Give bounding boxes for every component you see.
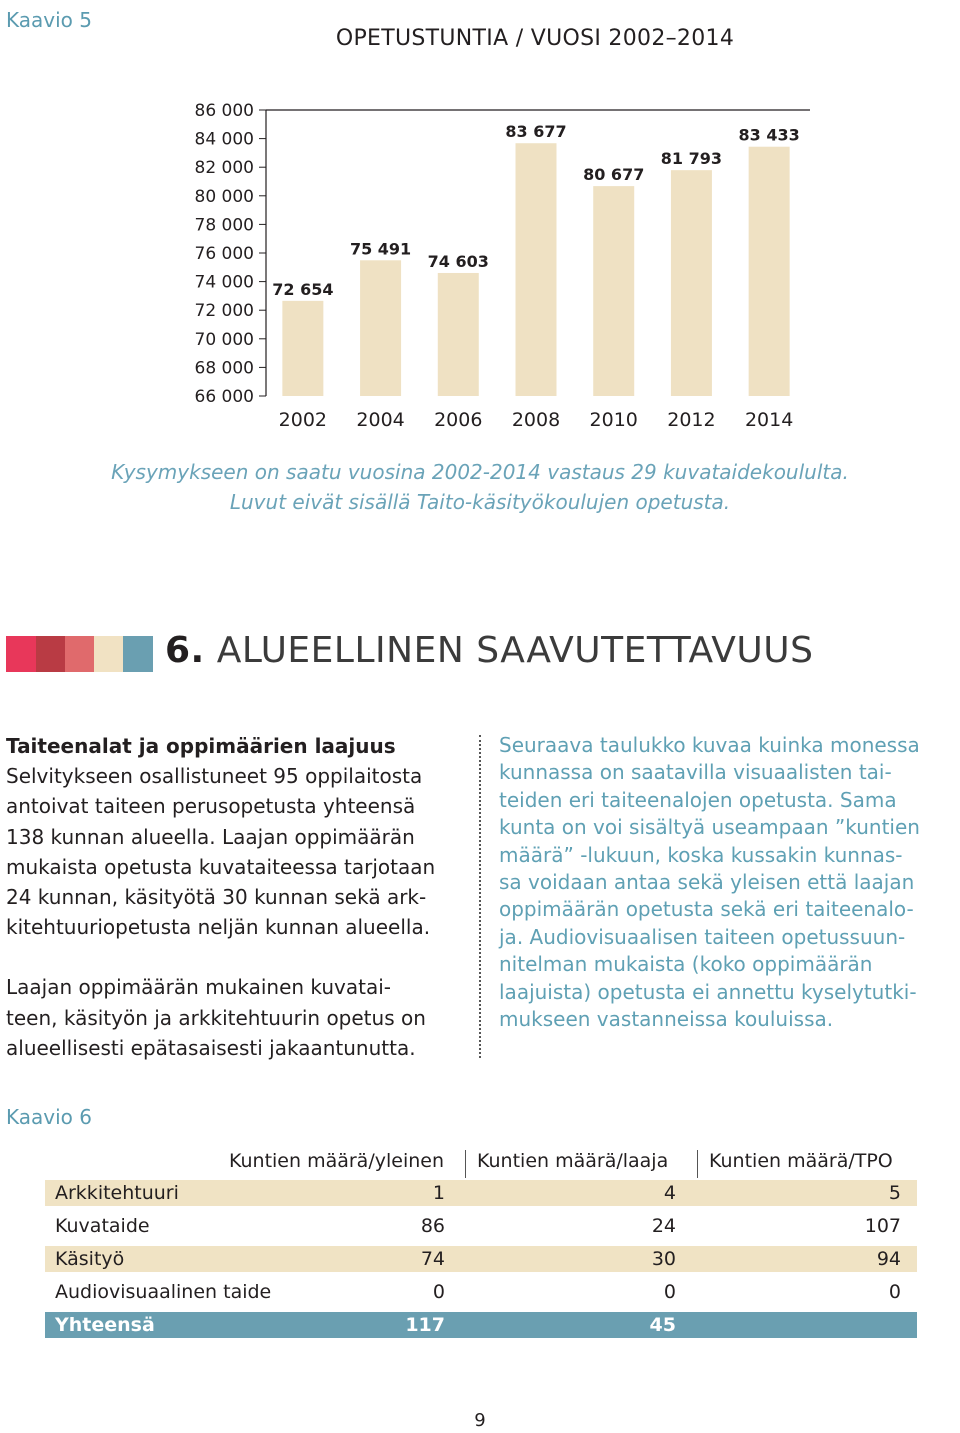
color-swatch-2 [36,636,65,672]
right-column [499,732,960,1033]
y-tick-label: 82 000 [194,158,254,179]
y-tick-label: 78 000 [194,215,254,236]
row-label: Kuvataide [55,1215,150,1237]
y-tick-label: 86 000 [194,101,254,121]
cell-tpo: 107 [864,1215,901,1237]
cell-laaja: 24 [651,1215,676,1237]
left-para-1-line-5: 24 kunnan, käsityötä 30 kunnan sekä ark- [6,885,427,910]
table-row [45,1246,917,1272]
left-para-1-line-1: Selvitykseen osallistuneet 95 oppilaitosta [6,764,423,789]
bar-value-label: 80 677 [583,165,645,185]
right-line-11: mukseen vastanneissa kouluissa. [499,1007,834,1032]
right-line-10: laajuista) opetusta ei annettu kyselytutki- [499,979,917,1004]
table-row [45,1213,917,1239]
table-header-yleinen: Kuntien määrä/yleinen [228,1150,444,1172]
row-label: Arkkitehtuuri [55,1182,179,1204]
right-line-4: kunta on voi sisältyä useampaan ”kuntien [499,815,920,840]
left-para-1-line-3: 138 kunnan alueella. Laajan oppimäärän [6,824,415,849]
cell-laaja: 4 [663,1182,676,1204]
y-tick-label: 72 000 [194,301,254,322]
cell-laaja: 30 [651,1248,676,1270]
x-tick-label: 2010 [589,409,638,431]
right-line-6: sa voidaan antaa sekä yleisen että laajan [499,870,915,895]
x-tick-label: 2014 [744,409,794,431]
right-line-9: nitelman mukaista (koko oppimäärän [499,952,873,977]
y-tick-label: 66 000 [194,387,254,407]
right-line-8: ja. Audiovisuaalisen taiteen opetussuun- [499,924,906,949]
bar-value-label: 75 491 [349,239,412,259]
page-number: 9 [474,1410,486,1431]
chart-note-line-2: Luvut eivät sisällä Taito-käsityökoulujen opetusta. [229,490,731,514]
y-tick-label: 80 000 [194,186,254,207]
section-heading [165,630,813,671]
cell-yleinen: 74 [420,1248,445,1270]
cell-laaja: 0 [663,1281,676,1303]
table-label: Kaavio 6 [6,1105,92,1129]
cell-yleinen: 86 [420,1215,445,1237]
color-swatch-3 [65,636,94,672]
bar-value-label: 72 654 [272,279,334,299]
bar-2008 [516,143,557,396]
section-number: 6. [165,630,205,671]
x-tick-label: 2002 [278,409,328,431]
right-line-3: teiden eri taiteenalojen opetusta. Sama [499,787,897,812]
bar-2006 [438,273,479,396]
bar-2014 [749,147,790,396]
y-tick-label: 70 000 [194,329,254,350]
bar-chart [0,90,960,440]
x-tick-label: 2004 [356,409,405,431]
bar-2002 [282,301,323,396]
total-laaja: 45 [649,1314,676,1336]
left-para-2-line-2: teen, käsityön ja arkkitehtuurin opetus on [6,1005,426,1030]
table-total-row [45,1312,917,1338]
cell-yleinen: 0 [432,1281,445,1303]
left-heading: Taiteenalat ja oppimäärien laajuus [6,734,396,758]
left-para-1-line-6: kitehtuuriopetusta neljän kunnan alueella. [6,915,431,940]
table-row [45,1279,917,1305]
color-swatch-4 [94,636,123,672]
color-swatch-1 [6,636,36,672]
table-header-laaja: Kuntien määrä/laaja [477,1150,669,1172]
total-yleinen: 117 [405,1314,445,1336]
left-para-1-line-2: antoivat taiteen perusopetusta yhteensä [6,794,416,819]
bar-2010 [593,186,634,396]
right-line-2: kunnassa on saatavilla visuaalisten tai- [499,760,892,785]
cell-yleinen: 1 [432,1182,445,1204]
color-swatch-5 [123,636,153,672]
y-tick-label: 76 000 [194,244,254,264]
table-header-tpo: Kuntien määrä/TPO [709,1150,893,1172]
cell-tpo: 5 [888,1182,901,1204]
left-para-2-line-3: alueellisesti epätasaisesti jakaantunutta. [6,1035,416,1060]
table-row [45,1180,917,1206]
bar-2004 [360,260,401,396]
column-divider [479,735,481,1058]
y-tick-label: 84 000 [194,129,254,150]
right-line-1: Seuraava taulukko kuvaa kuinka monessa [499,733,920,757]
bar-value-label: 81 793 [660,149,723,169]
chart-note-line-1: Kysymykseen on saatu vuosina 2002-2014 vastaus 29 kuvataidekoululta. [111,460,849,484]
bar-value-label: 83 677 [505,122,567,142]
total-label: Yhteensä [55,1314,155,1336]
right-line-5: määrä” -lukuun, koska kussakin kunnas- [499,842,903,867]
left-column [6,731,471,1063]
cell-tpo: 0 [888,1281,901,1303]
chart-title: OPETUSTUNTIA / VUOSI 2002–2014 [335,26,735,51]
left-para-2-line-1: Laajan oppimäärän mukainen kuvatai- [6,975,392,1000]
cell-tpo: 94 [876,1248,901,1270]
left-para-1-line-4: mukaista opetusta kuvataiteessa tarjotaan [6,854,436,879]
section-title: ALUEELLINEN SAAVUTETTAVUUS [216,630,814,671]
x-tick-label: 2006 [434,409,483,431]
x-tick-label: 2008 [511,409,561,431]
bar-2012 [671,170,712,396]
bar-value-label: 74 603 [427,251,489,271]
bar-value-label: 83 433 [738,125,800,145]
x-tick-label: 2012 [667,409,716,431]
chart-label: Kaavio 5 [6,8,92,32]
table-column-separator-2 [697,1150,698,1178]
row-label: Käsityö [55,1248,125,1270]
right-line-7: oppimäärän opetusta sekä eri taiteenalo- [499,897,914,922]
y-tick-label: 68 000 [194,358,254,379]
table-column-separator-1 [465,1150,466,1178]
y-tick-label: 74 000 [194,272,254,293]
row-label: Audiovisuaalinen taide [55,1281,272,1303]
